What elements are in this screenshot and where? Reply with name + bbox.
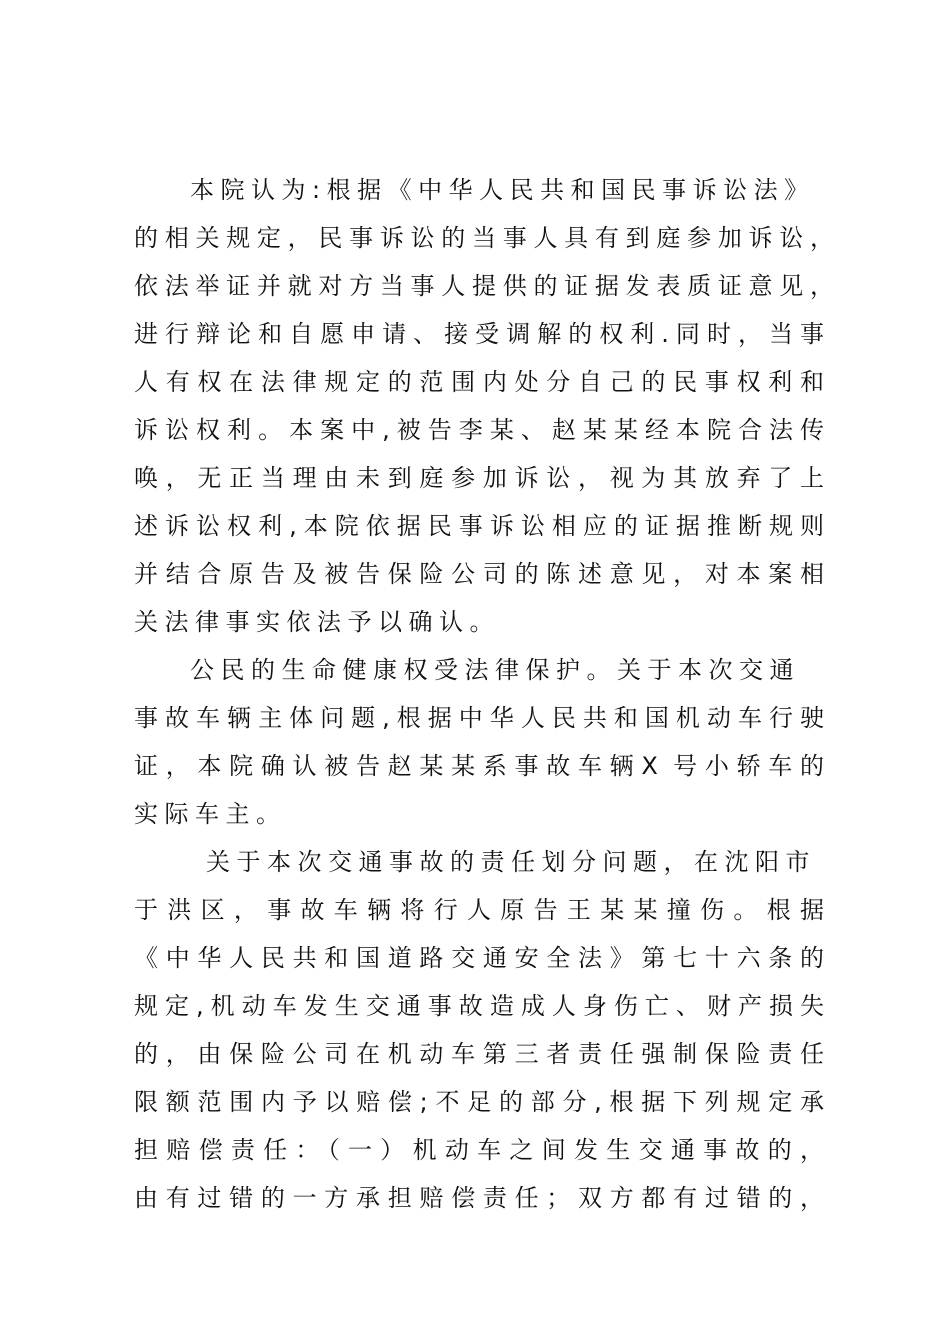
text-line: 担赔偿责任：（一）机动车之间发生交通事故的， [134, 1136, 824, 1164]
text-line: 诉讼权利。本案中,被告李某、赵某某经本院合法传 [134, 416, 824, 444]
text-line: 并结合原告及被告保险公司的陈述意见，对本案相 [134, 560, 824, 588]
text-line: 规定,机动车发生交通事故造成人身伤亡、财产损失 [134, 992, 824, 1020]
text-line: 的，由保险公司在机动车第三者责任强制保险责任 [134, 1040, 824, 1068]
text-line: 实际车主。 [134, 800, 287, 828]
text-line: 本院认为:根据《中华人民共和国民事诉讼法》 [190, 176, 815, 204]
text-line: 人有权在法律规定的范围内处分自己的民事权利和 [134, 368, 824, 396]
text-line: 关法律事实依法予以确认。 [134, 608, 500, 636]
text-line: 由有过错的一方承担赔偿责任；双方都有过错的， [134, 1184, 824, 1212]
text-line: 进行辩论和自愿申请、接受调解的权利.同时，当事 [134, 320, 824, 348]
text-line: 依法举证并就对方当事人提供的证据发表质证意见， [134, 272, 834, 300]
text-line: 证，本院确认被告赵某某系事故车辆X 号小轿车的 [134, 752, 824, 780]
text-line: 的相关规定，民事诉讼的当事人具有到庭参加诉讼， [134, 224, 834, 252]
text-line: 关于本次交通事故的责任划分问题，在沈阳市 [206, 848, 816, 876]
text-line: 《中华人民共和国道路交通安全法》第七十六条的 [134, 944, 824, 972]
text-line: 唤，无正当理由未到庭参加诉讼，视为其放弃了上 [134, 464, 824, 492]
text-line: 事故车辆主体问题,根据中华人民共和国机动车行驶 [134, 704, 824, 732]
text-line: 述诉讼权利,本院依据民事诉讼相应的证据推断规则 [134, 512, 824, 540]
text-line: 于洪区，事故车辆将行人原告王某某撞伤。根据 [134, 896, 824, 924]
text-line: 限额范围内予以赔偿;不足的部分,根据下列规定承 [134, 1088, 824, 1116]
text-line: 公民的生命健康权受法律保护。关于本次交通 [190, 656, 800, 684]
